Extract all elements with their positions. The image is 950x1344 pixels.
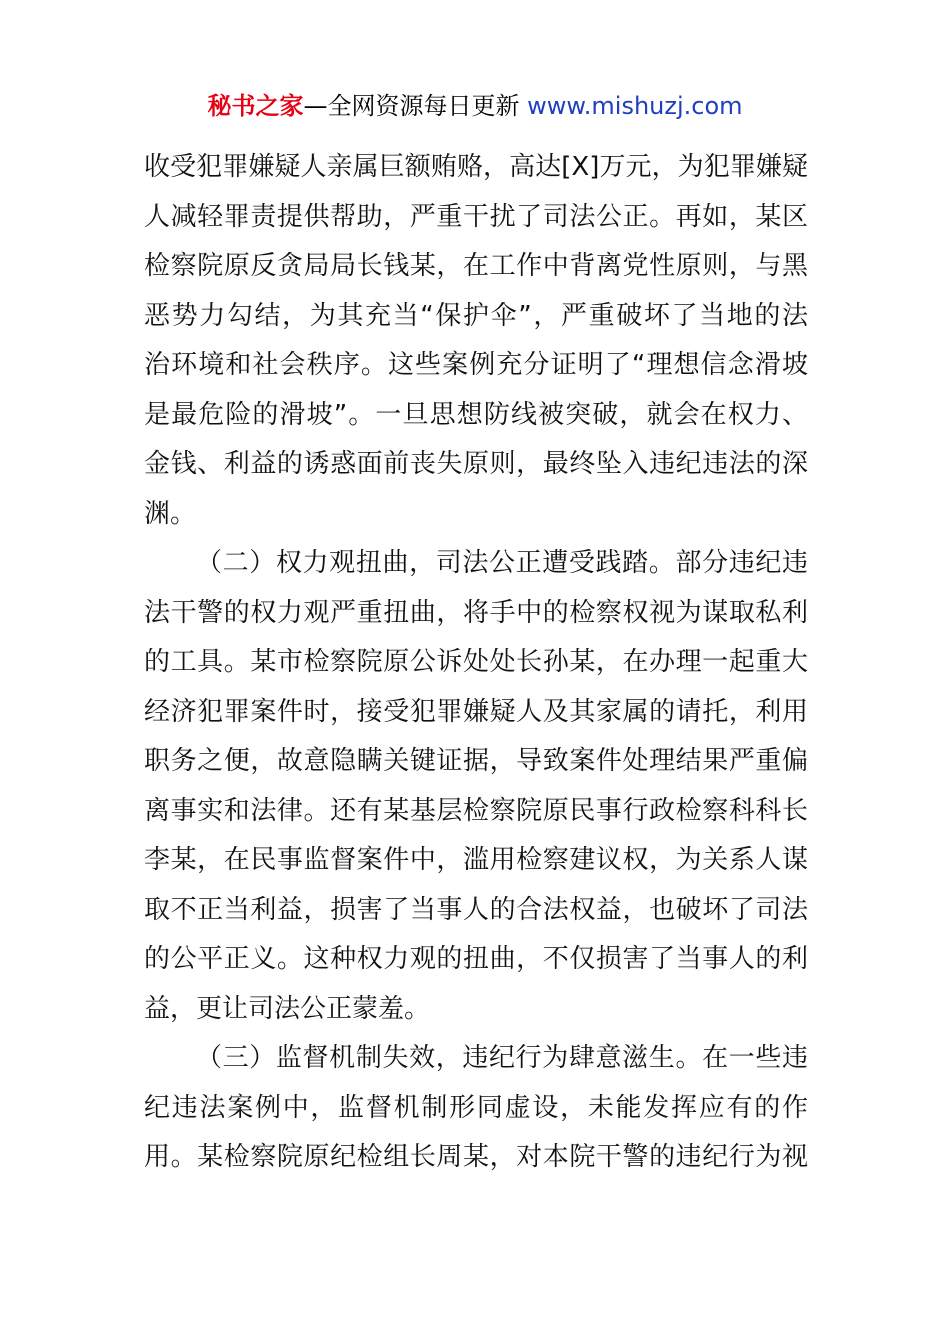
text-line: 的工具。某市检察院原公诉处处长孙某，在办理一起重大 xyxy=(144,647,808,677)
text-line: 人减轻罪责提供帮助，严重干扰了司法公正。再如，某区 xyxy=(144,201,808,232)
paragraph-start-line: （三）监督机制失效，违纪行为肆意滋生。在一些违 xyxy=(196,1043,808,1073)
text-line: 法干警的权力观严重扭曲，将手中的检察权视为谋取私利 xyxy=(144,597,808,628)
page-header xyxy=(0,86,950,126)
text-line: 纪违法案例中，监督机制形同虚设，未能发挥应有的作 xyxy=(144,1092,808,1123)
text-line: 职务之便，故意隐瞒关键证据，导致案件处理结果严重偏 xyxy=(144,746,808,776)
text-line: 治环境和社会秩序。这些案例充分证明了“理想信念滑坡 xyxy=(144,350,808,380)
text-line: 离事实和法律。还有某基层检察院原民事行政检察科科长 xyxy=(144,795,808,826)
header-tagline: —全网资源每日更新 xyxy=(303,92,528,120)
header-brand: 秘书之家 xyxy=(207,92,304,120)
text-line: 收受犯罪嫌疑人亲属巨额贿赂，高达[X]万元，为犯罪嫌疑 xyxy=(144,152,808,182)
paragraph-end-line: 益，更让司法公正蒙羞。 xyxy=(144,993,431,1024)
header-website-link[interactable]: www.mishuzj.com xyxy=(527,92,743,120)
text-line: 取不正当利益，损害了当事人的合法权益，也破坏了司法 xyxy=(144,894,808,925)
text-line: 是最危险的滑坡”。一旦思想防线被突破，就会在权力、 xyxy=(144,399,808,430)
text-line: 检察院原反贪局局长钱某，在工作中背离党性原则，与黑 xyxy=(144,251,808,281)
text-line: 经济犯罪案件时，接受犯罪嫌疑人及其家属的请托，利用 xyxy=(144,696,808,727)
text-line: 李某，在民事监督案件中，滥用检察建议权，为关系人谋 xyxy=(144,845,808,875)
text-line: 金钱、利益的诱惑面前丧失原则，最终坠入违纪违法的深 xyxy=(144,449,808,479)
text-line: 的公平正义。这种权力观的扭曲，不仅损害了当事人的利 xyxy=(144,944,808,974)
paragraph-end-line: 渊。 xyxy=(144,498,197,529)
paragraph-start-line: （二）权力观扭曲，司法公正遭受践踏。部分违纪违 xyxy=(196,548,808,578)
text-line: 用。某检察院原纪检组长周某，对本院干警的违纪行为视 xyxy=(144,1142,808,1172)
document-body xyxy=(144,143,808,1183)
text-line: 恶势力勾结，为其充当“保护伞”，严重破坏了当地的法 xyxy=(144,300,808,331)
